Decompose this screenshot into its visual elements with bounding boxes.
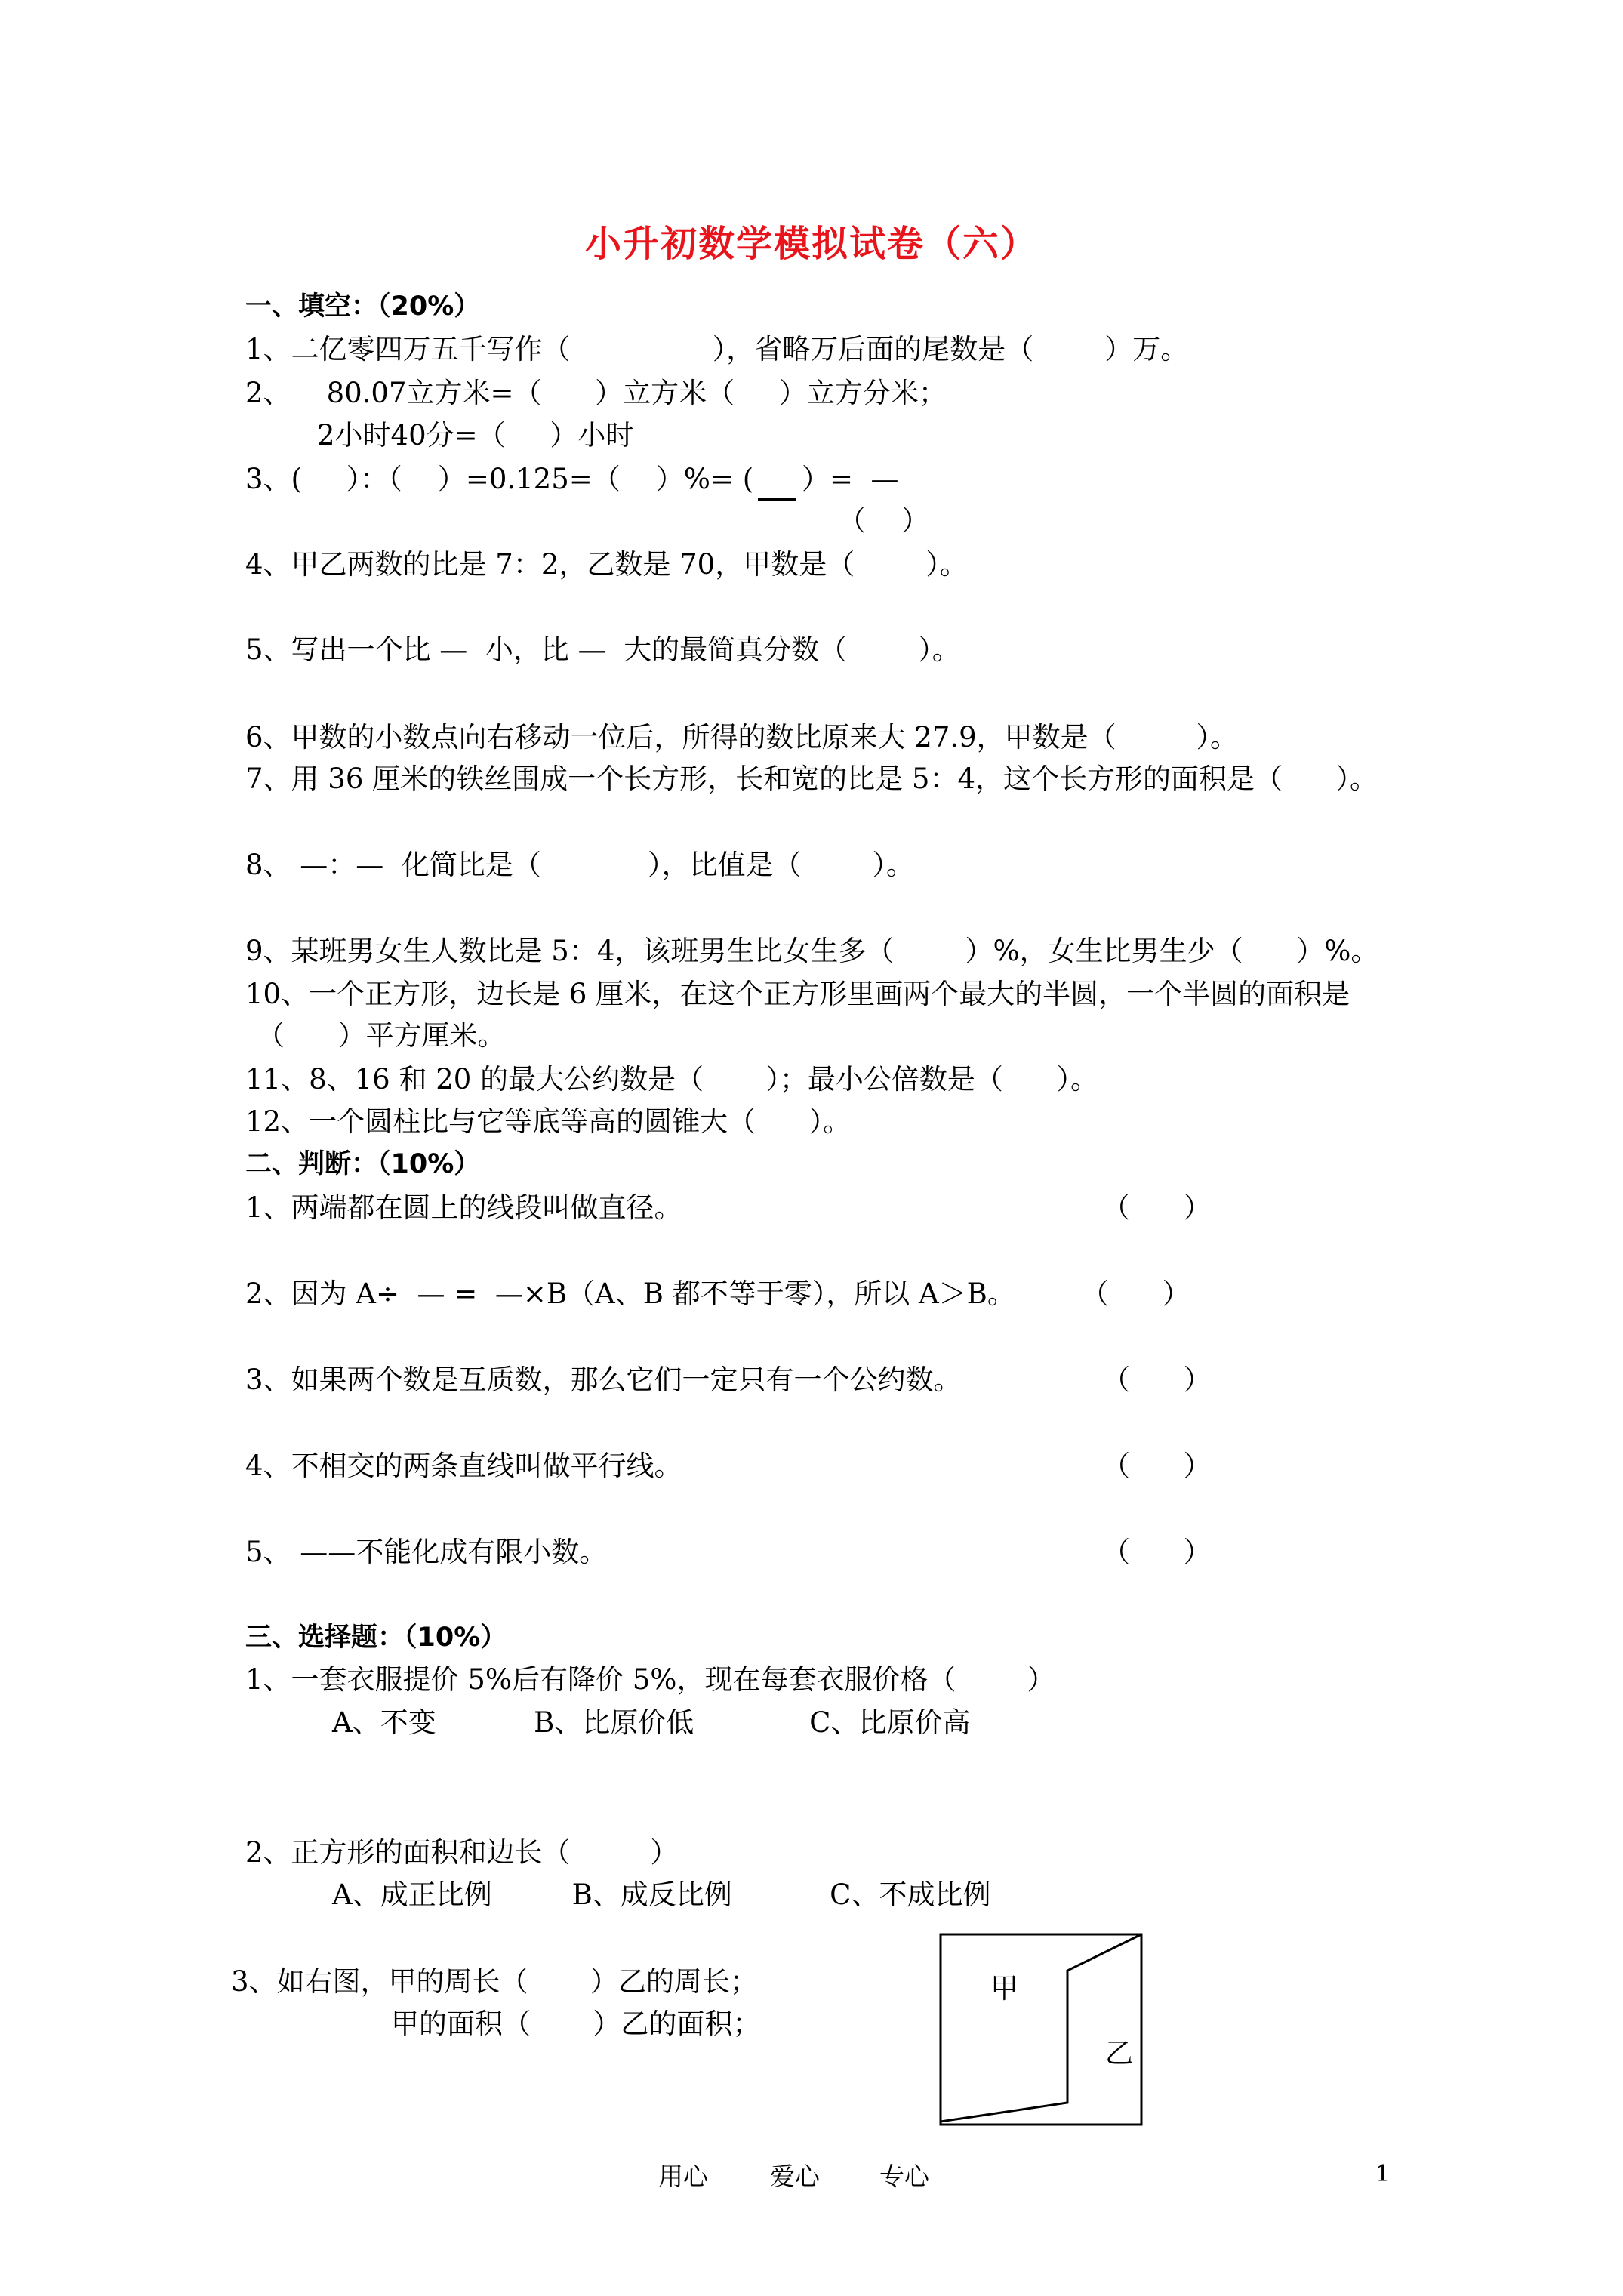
figure-outer-square (941, 1934, 1141, 2125)
fill-question-10b: （ ）平方厘米。 (257, 1019, 506, 1052)
choice-question-2-options: A、成正比例 B、成反比例 C、不成比例 (332, 1878, 991, 1911)
footer-text-zhuanxin: 专心 (879, 2162, 929, 2191)
footer-text-aixin: 爱心 (770, 2162, 820, 2191)
fill-question-5: 5、写出一个比 — 小，比 — 大的最简真分数（ ）。 (245, 633, 960, 666)
choice-question-2: 2、正方形的面积和边长（ ） (245, 1836, 679, 1869)
fill-question-11: 11、8、16 和 20 的最大公约数是（ ）；最小公倍数是（ ）。 (245, 1063, 1098, 1096)
judge-answer-paren-5: （ ） (1102, 1536, 1212, 1568)
fill-question-3c: （ ） (838, 504, 930, 537)
fill-question-7: 7、用 36 厘米的铁丝围成一个长方形，长和宽的比是 5：4，这个长方形的面积是（ ）。 (245, 763, 1378, 795)
page-number: 1 (1375, 2161, 1390, 2187)
judge-answer-paren-1: （ ） (1102, 1191, 1212, 1224)
fill-question-4: 4、甲乙两数的比是 7：2，乙数是 70，甲数是（ ）。 (245, 548, 968, 581)
choice-question-3b: 甲的面积（ ）乙的面积； (391, 2008, 761, 2040)
page-title: 小升初数学模拟试卷（六） (584, 223, 1038, 265)
judge-answer-paren-3: （ ） (1102, 1364, 1212, 1396)
fill-question-8: 8、 —：— 化简比是（ ），比值是（ ）。 (245, 849, 915, 881)
fill-question-2a: 2、 80.07立方米=（ ）立方米（ ）立方分米； (245, 377, 947, 409)
section-heading-fill: 一、填空：（20%） (245, 291, 481, 322)
figure-label-jia: 甲 (990, 1972, 1018, 2005)
fill-question-1: 1、二亿零四万五千写作（ ），省略万后面的尾数是（ ）万。 (245, 333, 1189, 365)
fill-question-10a: 10、一个正方形，边长是 6 厘米，在这个正方形里画两个最大的半圆，一个半圆的面积是 (245, 978, 1350, 1010)
fill-question-12: 12、一个圆柱比与它等底等高的圆锥大（ ）。 (245, 1105, 852, 1138)
section-heading-judge: 二、判断：（10%） (245, 1149, 481, 1179)
judge-question-4: 4、不相交的两条直线叫做平行线。 (245, 1450, 682, 1482)
judge-question-2: 2、因为 A÷ — = —×B（A、B 都不等于零），所以 A＞B。 (245, 1277, 1015, 1310)
judge-answer-paren-2: （ ） (1081, 1277, 1190, 1310)
fill-question-3b: ）= — (802, 463, 899, 495)
fill-question-6: 6、甲数的小数点向右移动一位后，所得的数比原来大 27.9，甲数是（ ）。 (245, 721, 1239, 754)
judge-question-1: 1、两端都在圆上的线段叫做直径。 (245, 1191, 682, 1224)
fill-question-9: 9、某班男女生人数比是 5：4，该班男生比女生多（ ）%，女生比男生少（ ）%。 (245, 935, 1379, 967)
section-heading-choice: 三、选择题：（10%） (245, 1623, 507, 1653)
figure-divider-line (941, 1934, 1141, 2122)
choice-question-3a: 3、如右图，甲的周长（ ）乙的周长； (231, 1965, 758, 1998)
choice-question-1-options: A、不变 B、比原价低 C、比原价高 (332, 1706, 971, 1739)
fill-question-2b: 2小时40分=（ ）小时 (317, 419, 634, 451)
judge-answer-paren-4: （ ） (1102, 1450, 1212, 1482)
figure-label-yi: 乙 (1105, 2037, 1133, 2069)
fill-question-3a: 3、( ）：（ ）=0.125=（ ）%= ( (245, 463, 754, 495)
choice-question-1: 1、一套衣服提价 5%后有降价 5%，现在每套衣服价格（ ） (245, 1663, 1055, 1696)
judge-question-5: 5、 ——不能化成有限小数。 (245, 1536, 608, 1568)
judge-question-3: 3、如果两个数是互质数，那么它们一定只有一个公约数。 (245, 1364, 962, 1396)
footer-text-yongxin: 用心 (658, 2162, 708, 2191)
